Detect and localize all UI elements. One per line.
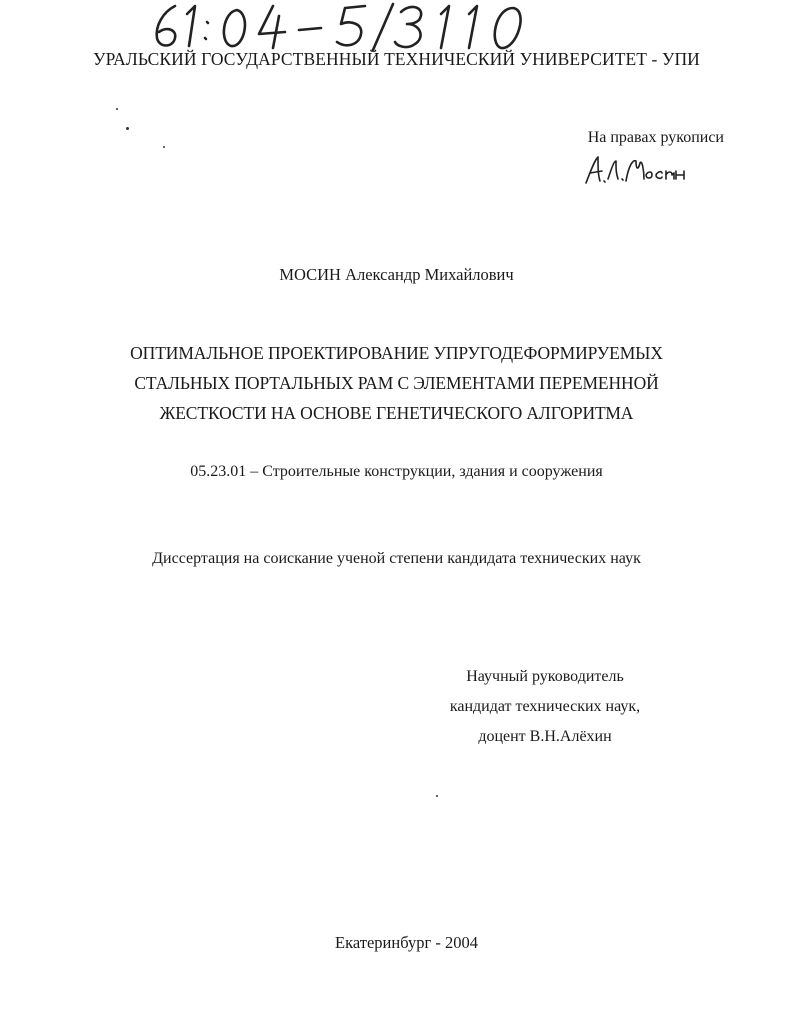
scan-speck	[126, 127, 129, 130]
author-signature	[582, 153, 692, 187]
scan-speck	[116, 108, 118, 110]
dissertation-statement: Диссертация на соискание ученой степени кандидата технических наук	[152, 550, 641, 567]
supervisor-name: доцент В.Н.Алёхин	[478, 728, 612, 745]
university-name: УРАЛЬСКИЙ ГОСУДАРСТВЕННЫЙ ТЕХНИЧЕСКИЙ УНИВЕРСИТЕТ - УПИ	[93, 49, 700, 69]
scan-speck	[163, 146, 165, 148]
thesis-title-line-1: ОПТИМАЛЬНОЕ ПРОЕКТИРОВАНИЕ УПРУГОДЕФОРМИРУЕМЫХ	[130, 343, 663, 363]
supervisor-degree: кандидат технических наук,	[449, 698, 641, 715]
rights-label: На правах рукописи	[587, 129, 724, 146]
author-name: МОСИН Александр Михайлович	[279, 265, 514, 284]
thesis-title-line-2: СТАЛЬНЫХ ПОРТАЛЬНЫХ РАМ С ЭЛЕМЕНТАМИ ПЕРЕМЕННОЙ	[134, 373, 659, 393]
scan-speck	[436, 795, 438, 797]
supervisor-role: Научный руководитель	[466, 668, 624, 685]
handwritten-archive-number	[145, 0, 545, 52]
specialty-code: 05.23.01 – Строительные конструкции, здания и сооружения	[190, 463, 603, 480]
city-year: Екатеринбург - 2004	[335, 933, 478, 952]
thesis-title-line-3: ЖЕСТКОСТИ НА ОСНОВЕ ГЕНЕТИЧЕСКОГО АЛГОРИТМА	[159, 403, 634, 423]
